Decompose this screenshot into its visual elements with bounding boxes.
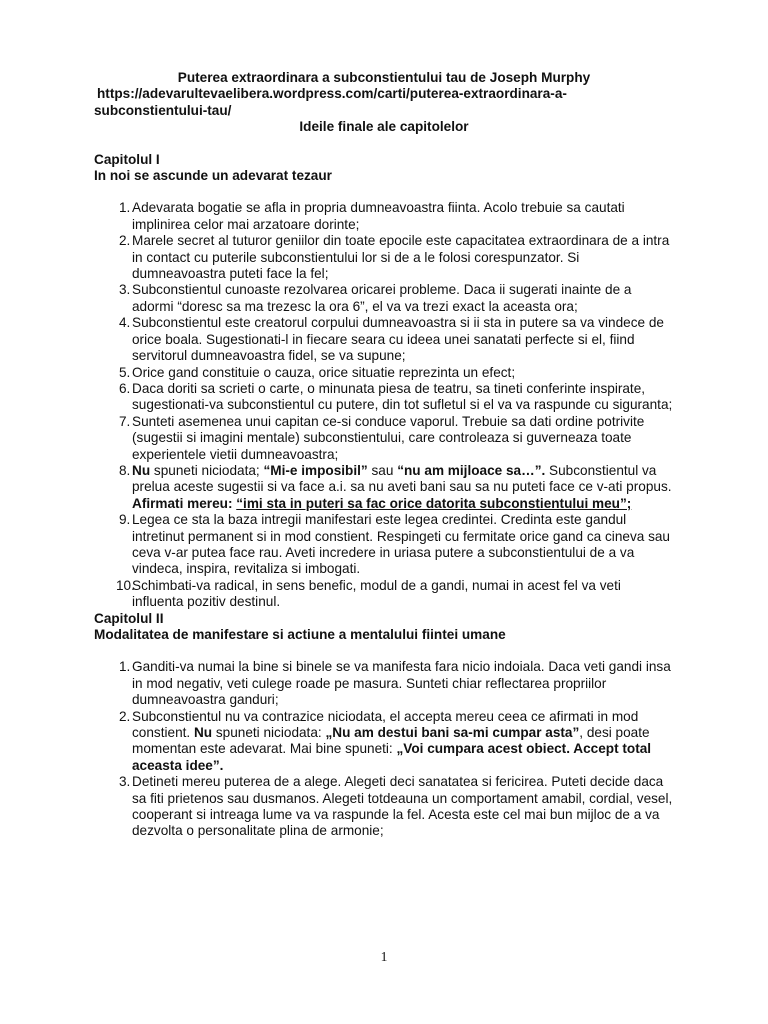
document-page	[94, 70, 674, 840]
chapter-1-title: In noi se ascunde un adevarat tezaur	[94, 168, 332, 184]
chapter-1-list	[101, 200, 674, 610]
page-number: 1	[380, 949, 388, 964]
document-title: Puterea extraordinara a subconstientului tau de Joseph Murphy	[177, 70, 591, 85]
list-item: 5. Orice gand constituie o cauza, orice situatie reprezinta un efect;	[119, 364, 516, 380]
source-url-line-2: subconstientului-tau/	[94, 102, 232, 118]
chapter-2-label: Capitolul II	[94, 610, 164, 626]
chapter-2-title: Modalitatea de manifestare si actiune a mentalului fiintei umane	[94, 627, 506, 642]
list-item: 8. Nu spuneti niciodata; “Mi-e imposibil” sau “nu am mijloace sa…”. Subconstientul va prelua aceste sugestii si va face a.i. sa nu aveti bani sau sa nu puteti face ce v-ati propus. Afirmati mereu: “imi sta in puteri sa fac orice datorita subconstientului meu”;	[119, 462, 672, 511]
chapter-1-label: Capitolul I	[94, 151, 160, 167]
list-item: 10. Schimbati-va radical, in sens benefic, modul de a gandi, numai in acest fel va veti influenta pozitiv destinul.	[116, 577, 621, 610]
list-item: 3. Subconstientul cunoaste rezolvarea oricarei probleme. Daca ii sugerati inainte de a adormi “doresc sa ma trezesc la ora 6”, el va va trezi exact la aceasta ora;	[119, 282, 632, 314]
list-item: 3. Detineti mereu puterea de a alege. Alegeti deci sanatatea si fericirea. Puteti decide daca sa fiti prietenos sau dusmanos. Alegeti totdeauna un comportament amabil, cordial, vesel, cooperant si intreaga lume va va raspunde la fel. Acesta este cel mai bun mijloc de a va dezvolta o personalitate plina de armonie;	[119, 774, 673, 839]
list-item: 6. Daca doriti sa scrieti o carte, o minunata piesa de teatru, sa tineti conferinte inspirate, sugestionati-va subconstientul cu putere, din tot sufletul si el va va raspunde cu siguranta;	[119, 380, 673, 413]
list-item: 2. Subconstientul nu va contrazice niciodata, el accepta mereu ceea ce afirmati in mod constient. Nu spuneti niciodata: „Nu am destui bani sa-mi cumpar asta”, desi poate momentan este adevarat. Mai bine spuneti: „Voi cumpara acest obiect. Accept total aceasta idee”.	[119, 708, 652, 773]
list-item: 1. Adevarata bogatie se afla in propria dumneavoastra fiinta. Acolo trebuie sa cautati implinirea celor mai arzatoare dorinte;	[119, 200, 625, 232]
list-item: 1. Ganditi-va numai la bine si binele se va manifesta fara nicio indoiala. Daca veti gandi insa in mod negativ, veti culege roade pe masura. Sunteti chiar reflectarea propriilor dumneavoastra ganduri;	[119, 659, 671, 708]
list-item: 9. Legea ce sta la baza intregii manifestari este legea credintei. Credinta este gandul intretinut permanent si in mod constient. Respingeti cu fermitate orice gand ca cineva sau ceva v-ar putea face rau. Aveti incredere in uriasa putere a subconstientului de a va vindeca, inspira, revitaliza si imbogati.	[119, 512, 670, 577]
list-item: 7. Sunteti asemenea unui capitan ce-si conduce vaporul. Trebuie sa dati ordine potrivite (sugestii si imagini mentale) subconstientului, care controleaza si guverneaza toate experientele vietii dumneavoastra;	[119, 413, 645, 462]
list-item: 4. Subconstientul este creatorul corpului dumneavoastra si ii sta in putere sa va vindece de orice boala. Sugestionati-l in fiecare seara cu ideea unei sanatati perfecte si el, fiind servitorul dumneavoastra fidel, se va supune;	[119, 315, 664, 364]
list-item: 2. Marele secret al tuturor geniilor din toate epocile este capacitatea extraordinara de a intra in contact cu puterile subconstientului lor si de a le folosi corespunzator. Si dumneavoastra puteti face la fel;	[119, 233, 670, 282]
source-url-line-1: https://adevarultevaelibera.wordpress.com/carti/puterea-extraordinara-a-	[97, 86, 567, 102]
chapter-2-list	[101, 659, 674, 839]
document-subtitle: Ideile finale ale capitolelor	[299, 119, 469, 135]
